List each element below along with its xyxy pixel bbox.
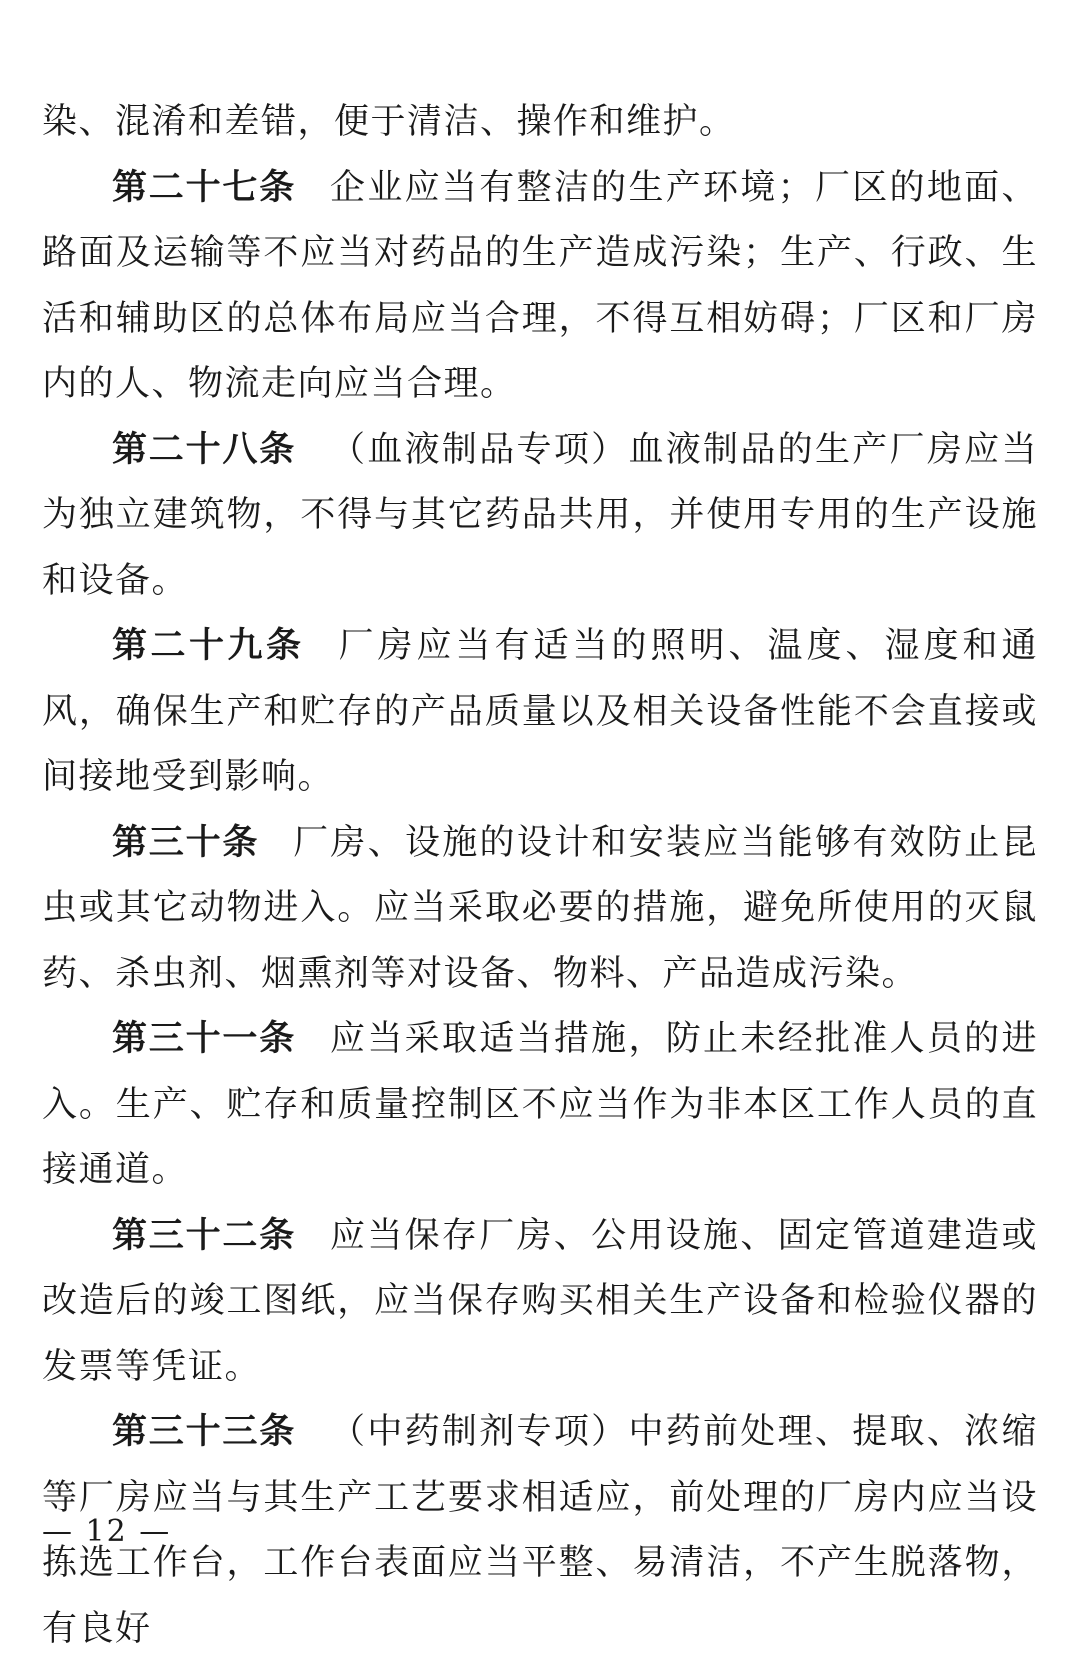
article-number: 第二十八条 [112, 429, 297, 470]
article-text: 厂房应当有适当的照明、温度、湿度和通风，确保生产和贮存的产品质量以及相关设备性能不会直接或间接地受到影响。 [42, 626, 1038, 797]
article-number: 第二十九条 [112, 626, 305, 666]
article-33 [42, 1400, 1038, 1662]
article-number: 第三十三条 [112, 1412, 297, 1452]
article-number: 第三十二条 [112, 1215, 297, 1256]
document-body [42, 90, 1038, 1662]
article-text: 应当采取适当措施，防止未经批准人员的进入。生产、贮存和质量控制区不应当作为非本区工作人员的直接通道。 [42, 1019, 1038, 1190]
article-31 [42, 1007, 1038, 1204]
article-number: 第三十条 [112, 822, 260, 863]
article-number: 第二十七条 [112, 167, 297, 208]
article-number: 第三十一条 [112, 1019, 297, 1059]
article-text: 企业应当有整洁的生产环境；厂区的地面、路面及运输等不应当对药品的生产造成污染；生产、行政、生活和辅助区的总体布局应当合理，不得互相妨碍；厂区和厂房内的人、物流走向应当合理。 [42, 167, 1038, 404]
continuation-paragraph: 染、混淆和差错，便于清洁、操作和维护。 [42, 102, 736, 142]
article-text: 厂房、设施的设计和安装应当能够有效防止昆虫或其它动物进入。应当采取必要的措施，避免所使用的灭鼠药、杀虫剂、烟熏剂等对设备、物料、产品造成污染。 [42, 822, 1038, 994]
article-text: 应当保存厂房、公用设施、固定管道建造或改造后的竣工图纸，应当保存购买相关生产设备和检验仪器的发票等凭证。 [42, 1215, 1038, 1387]
article-30 [42, 811, 1038, 1008]
article-28 [42, 418, 1038, 615]
article-29 [42, 614, 1038, 811]
page-number: — 12 — [42, 1514, 172, 1549]
article-32 [42, 1204, 1038, 1401]
article-27 [42, 156, 1038, 418]
article-text: （中药制剂专项）中药前处理、提取、浓缩等厂房应当与其生产工艺要求相适应，前处理的厂房内应当设拣选工作台，工作台表面应当平整、易清洁，不产生脱落物，有良好 [42, 1412, 1038, 1649]
article-text: （血液制品专项）血液制品的生产厂房应当为独立建筑物，不得与其它药品共用，并使用专用的生产设施和设备。 [42, 429, 1038, 601]
